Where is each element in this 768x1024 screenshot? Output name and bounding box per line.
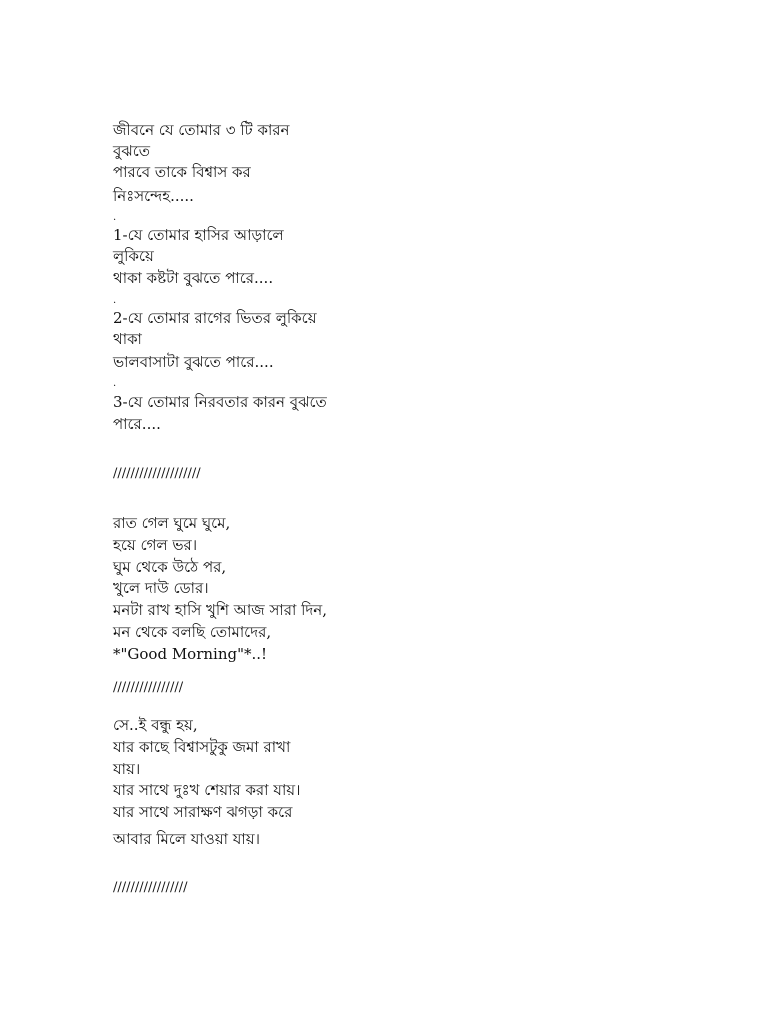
text-line: মন থেকে বলছি তোমাদের, bbox=[113, 623, 272, 641]
text-line: 1-যে তোমার হাসির আড়ালে bbox=[113, 226, 284, 244]
text-line: রাত গেল ঘুমে ঘুমে, bbox=[113, 514, 231, 532]
text-line: নিঃসন্দেহ..... bbox=[113, 187, 194, 205]
text-line: বুঝতে bbox=[113, 142, 150, 160]
text-line: মনটা রাখ হাসি খুশি আজ সারা দিন, bbox=[113, 601, 327, 619]
dot-line: . bbox=[113, 212, 117, 223]
text-line: পারে.... bbox=[113, 415, 161, 433]
text-line: থাকা bbox=[113, 330, 142, 348]
text-line: খুলে দাউ ডোর। bbox=[113, 579, 209, 597]
dot-line: . bbox=[113, 378, 117, 389]
text-line: পারবে তাকে বিশ্বাস কর bbox=[113, 163, 251, 181]
text-line: যার সাথে দুঃখ শেয়ার করা যায়। bbox=[113, 781, 301, 799]
text-line: যায়। bbox=[113, 760, 141, 778]
dot-line: . bbox=[113, 295, 117, 306]
text-line: *"Good Morning"*..! bbox=[113, 645, 268, 663]
text-line: যার কাছে বিশ্বাসটুকু জমা রাখা bbox=[113, 738, 291, 756]
text-line: আবার মিলে যাওয়া যায়। bbox=[113, 830, 260, 848]
text-line: যার সাথে সারাক্ষণ ঝগড়া করে bbox=[113, 803, 293, 821]
text-line: লুকিয়ে bbox=[113, 247, 154, 265]
text-line: সে..ই বন্ধু হয়, bbox=[113, 716, 198, 734]
text-line: ঘুম থেকে উঠে পর, bbox=[113, 558, 227, 576]
text-line: ভালবাসাটা বুঝতে পারে.... bbox=[113, 353, 274, 371]
text-line: জীবনে যে তোমার ৩ টি কারন bbox=[113, 121, 290, 139]
text-line: 3-যে তোমার নিরবতার কারন বুঝতে bbox=[113, 393, 327, 411]
text-line: 2-যে তোমার রাগের ভিতর লুকিয়ে bbox=[113, 309, 317, 327]
separator: ///////////////// bbox=[113, 880, 188, 895]
text-line: হয়ে গেল ভর। bbox=[113, 536, 198, 554]
text-line: থাকা কষ্টটা বুঝতে পারে.... bbox=[113, 269, 274, 287]
separator: //////////////////// bbox=[113, 466, 201, 481]
separator: //////////////// bbox=[113, 680, 184, 695]
